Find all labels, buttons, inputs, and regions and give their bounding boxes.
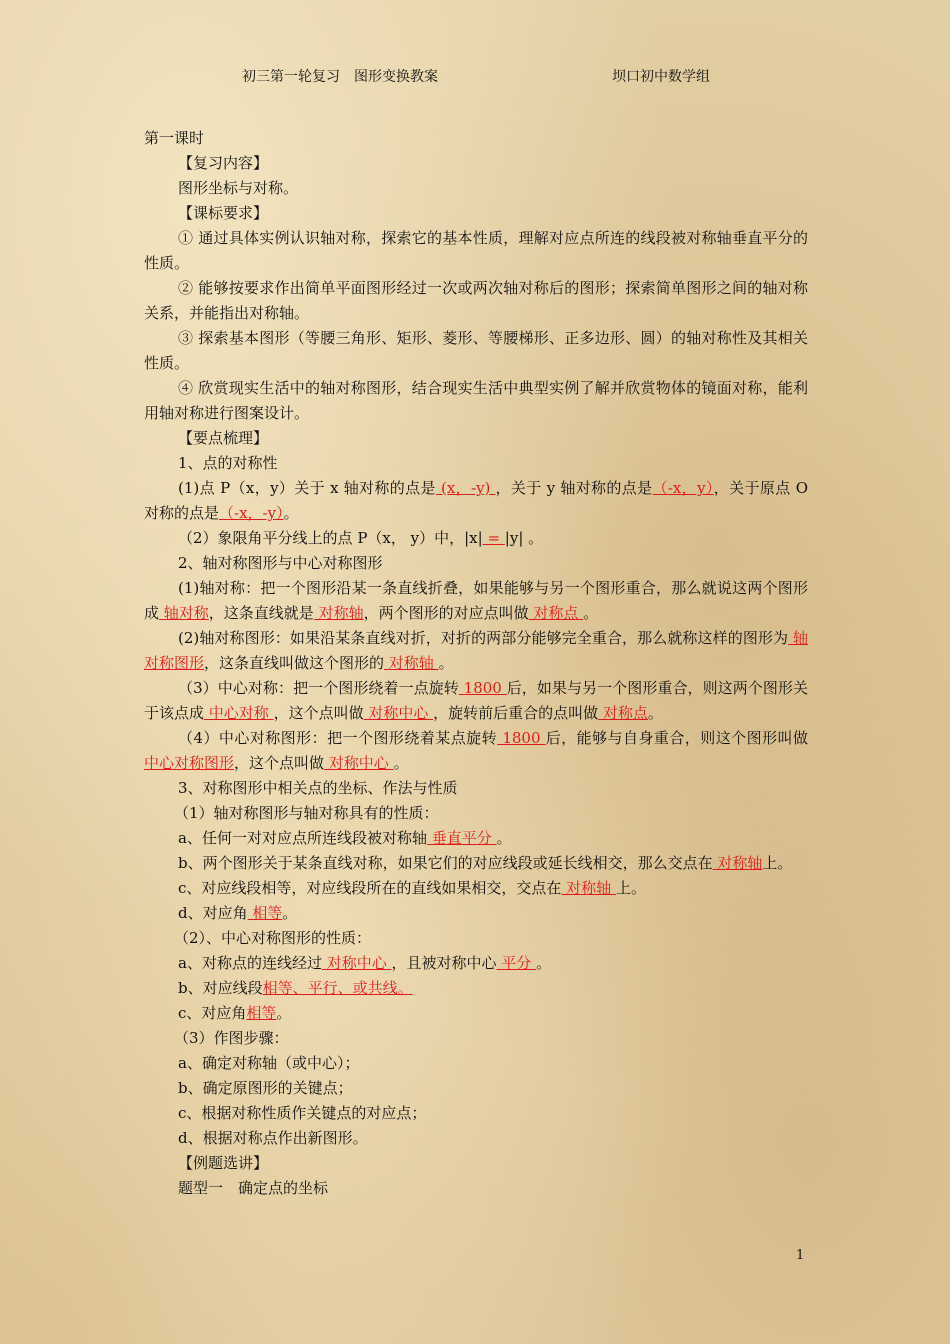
answer: 相等、平行、或共线。	[262, 979, 413, 997]
text: (1)点 P（x，y）关于 x 轴对称的点是	[178, 479, 436, 497]
point-3-2-a	[144, 951, 808, 976]
answer: 中心对称图形	[144, 754, 235, 772]
text: 上。	[762, 854, 793, 872]
answer: 轴对称图形	[144, 629, 808, 672]
text: 后，如果与另一个图形重合，则这两个图形关于该点成	[144, 679, 808, 722]
section-heading-requirements: 【课标要求】	[178, 204, 269, 222]
answer: 轴对称	[159, 604, 209, 622]
point-3-2-c	[144, 1001, 808, 1026]
requirement-1: ① 通过具体实例认识轴对称，探索它的基本性质，理解对应点所连的线段被对称轴垂直平分的性质。	[144, 229, 808, 272]
review-content: 图形坐标与对称。	[178, 179, 299, 197]
answer: （-x，y）	[652, 479, 714, 497]
text: ，且被对称中心	[391, 954, 497, 972]
text: 。	[536, 954, 552, 972]
text: （3）中心对称：把一个图形绕着一点旋转	[178, 679, 459, 697]
text: a、任何一对对应点所连线段被对称轴	[178, 829, 427, 847]
answer: 对称中心	[324, 754, 394, 772]
point-2-4	[144, 726, 808, 776]
lesson-title: 第一课时	[144, 129, 205, 147]
text: 上。	[615, 879, 646, 897]
point-1-title: 1、点的对称性	[178, 454, 278, 472]
step-b: b、确定原图形的关键点；	[178, 1079, 353, 1097]
section-heading-review: 【复习内容】	[178, 154, 269, 172]
point-2-3	[144, 676, 808, 726]
text: 。	[393, 754, 409, 772]
requirement-4: ④ 欣赏现实生活中的轴对称图形，结合现实生活中典型实例了解并欣赏物体的镜面对称，能利用轴对称进行图案设计。	[144, 379, 808, 422]
text: ，关于 y 轴对称的点是	[495, 479, 653, 497]
point-3-1-c	[144, 876, 808, 901]
answer: （-x，-y）	[219, 504, 284, 522]
point-3-3-title: （3）作图步骤：	[174, 1029, 289, 1047]
point-2-2	[144, 626, 808, 676]
point-3-title: 3、对称图形中相关点的坐标、作法与性质	[178, 779, 458, 797]
text: ，关于原点 O 对称的点是	[144, 479, 808, 522]
answer: 对称点	[528, 604, 584, 622]
text: ，两个图形的对应点叫做	[363, 604, 529, 622]
text: ，这条直线就是	[208, 604, 314, 622]
point-3-1-b	[144, 851, 808, 876]
text: 。	[282, 904, 298, 922]
document-body	[144, 126, 808, 1201]
answer: 中心对称	[204, 704, 274, 722]
answer: =	[482, 529, 505, 547]
answer: 相等	[246, 1004, 277, 1022]
answer: 对称中心	[363, 704, 434, 722]
text: |y| 。	[504, 529, 544, 547]
text: c、对应线段相等，对应线段所在的直线如果相交，交点在	[178, 879, 562, 897]
text: ，这条直线叫做这个图形的	[204, 654, 385, 672]
text: ，这个点叫做	[234, 754, 325, 772]
answer: 对称中心	[321, 954, 392, 972]
point-1-2	[144, 526, 808, 551]
text: 。	[438, 654, 454, 672]
example-type-1: 题型一 确定点的坐标	[178, 1179, 329, 1197]
text: (2)轴对称图形：如果沿某条直线对折，对折的两部分能够完全重合，那么就称这样的图形为	[178, 629, 789, 647]
requirement-3: ③ 探索基本图形（等腰三角形、矩形、菱形、等腰梯形、正多边形、圆）的轴对称性及其相关性质。	[144, 329, 808, 372]
answer: 1800	[458, 679, 507, 697]
answer: 平分	[496, 954, 537, 972]
text: ，这个点叫做	[273, 704, 364, 722]
text: （4）中心对称图形：把一个图形绕着某点旋转	[178, 729, 498, 747]
point-3-1-d	[144, 901, 808, 926]
text: b、对应线段	[178, 979, 263, 997]
answer: (x，-y)	[435, 479, 496, 497]
answer: 垂直平分	[426, 829, 497, 847]
header-left: 初三第一轮复习 图形变换教案	[242, 69, 438, 85]
step-d: d、根据对称点作出新图形。	[178, 1129, 368, 1147]
point-2-title: 2、轴对称图形与中心对称图形	[178, 554, 383, 572]
text: (1)轴对称：把一个图形沿某一条直线折叠，如果能够与另一个图形重合，那么就说这两个图形成	[144, 579, 808, 622]
answer: 1800	[497, 729, 546, 747]
step-c: c、根据对称性质作关键点的对应点；	[178, 1104, 427, 1122]
answer: 对称轴	[712, 854, 763, 872]
text: （2）象限角平分线上的点 P（x， y）中，|x|	[178, 529, 483, 547]
answer: 对称轴	[561, 879, 616, 897]
text: 。	[583, 604, 599, 622]
section-heading-key-points: 【要点梳理】	[178, 429, 269, 447]
text: 。	[647, 704, 663, 722]
text: 。	[276, 1004, 292, 1022]
section-heading-examples: 【例题选讲】	[178, 1154, 269, 1172]
answer: 对称轴	[384, 654, 439, 672]
answer: 对称点	[598, 704, 648, 722]
answer: 相等	[247, 904, 283, 922]
text: a、对称点的连线经过	[178, 954, 322, 972]
text: d、对应角	[178, 904, 248, 922]
point-3-1-title: （1）轴对称图形与轴对称具有的性质：	[174, 804, 439, 822]
text: 后，能够与自身重合，则这个图形叫做	[545, 729, 808, 747]
text: ，旋转前后重合的点叫做	[433, 704, 599, 722]
text: 。	[283, 504, 299, 522]
point-3-2-b	[144, 976, 808, 1001]
text: b、两个图形关于某条直线对称，如果它们的对应线段或延长线相交，那么交点在	[178, 854, 713, 872]
text: c、对应角	[178, 1004, 247, 1022]
step-a: a、确定对称轴（或中心）；	[178, 1054, 360, 1072]
answer: 对称轴	[313, 604, 364, 622]
text: 。	[496, 829, 512, 847]
page-number: 1	[796, 1248, 805, 1263]
header-right: 坝口初中数学组	[612, 69, 710, 85]
point-3-1-a	[144, 826, 808, 851]
point-2-1	[144, 576, 808, 626]
point-3-2-title: （2）、中心对称图形的性质：	[174, 929, 372, 947]
point-1-1	[144, 476, 808, 526]
requirement-2: ② 能够按要求作出简单平面图形经过一次或两次轴对称后的图形；探索简单图形之间的轴对称关系，并能指出对称轴。	[144, 279, 808, 322]
